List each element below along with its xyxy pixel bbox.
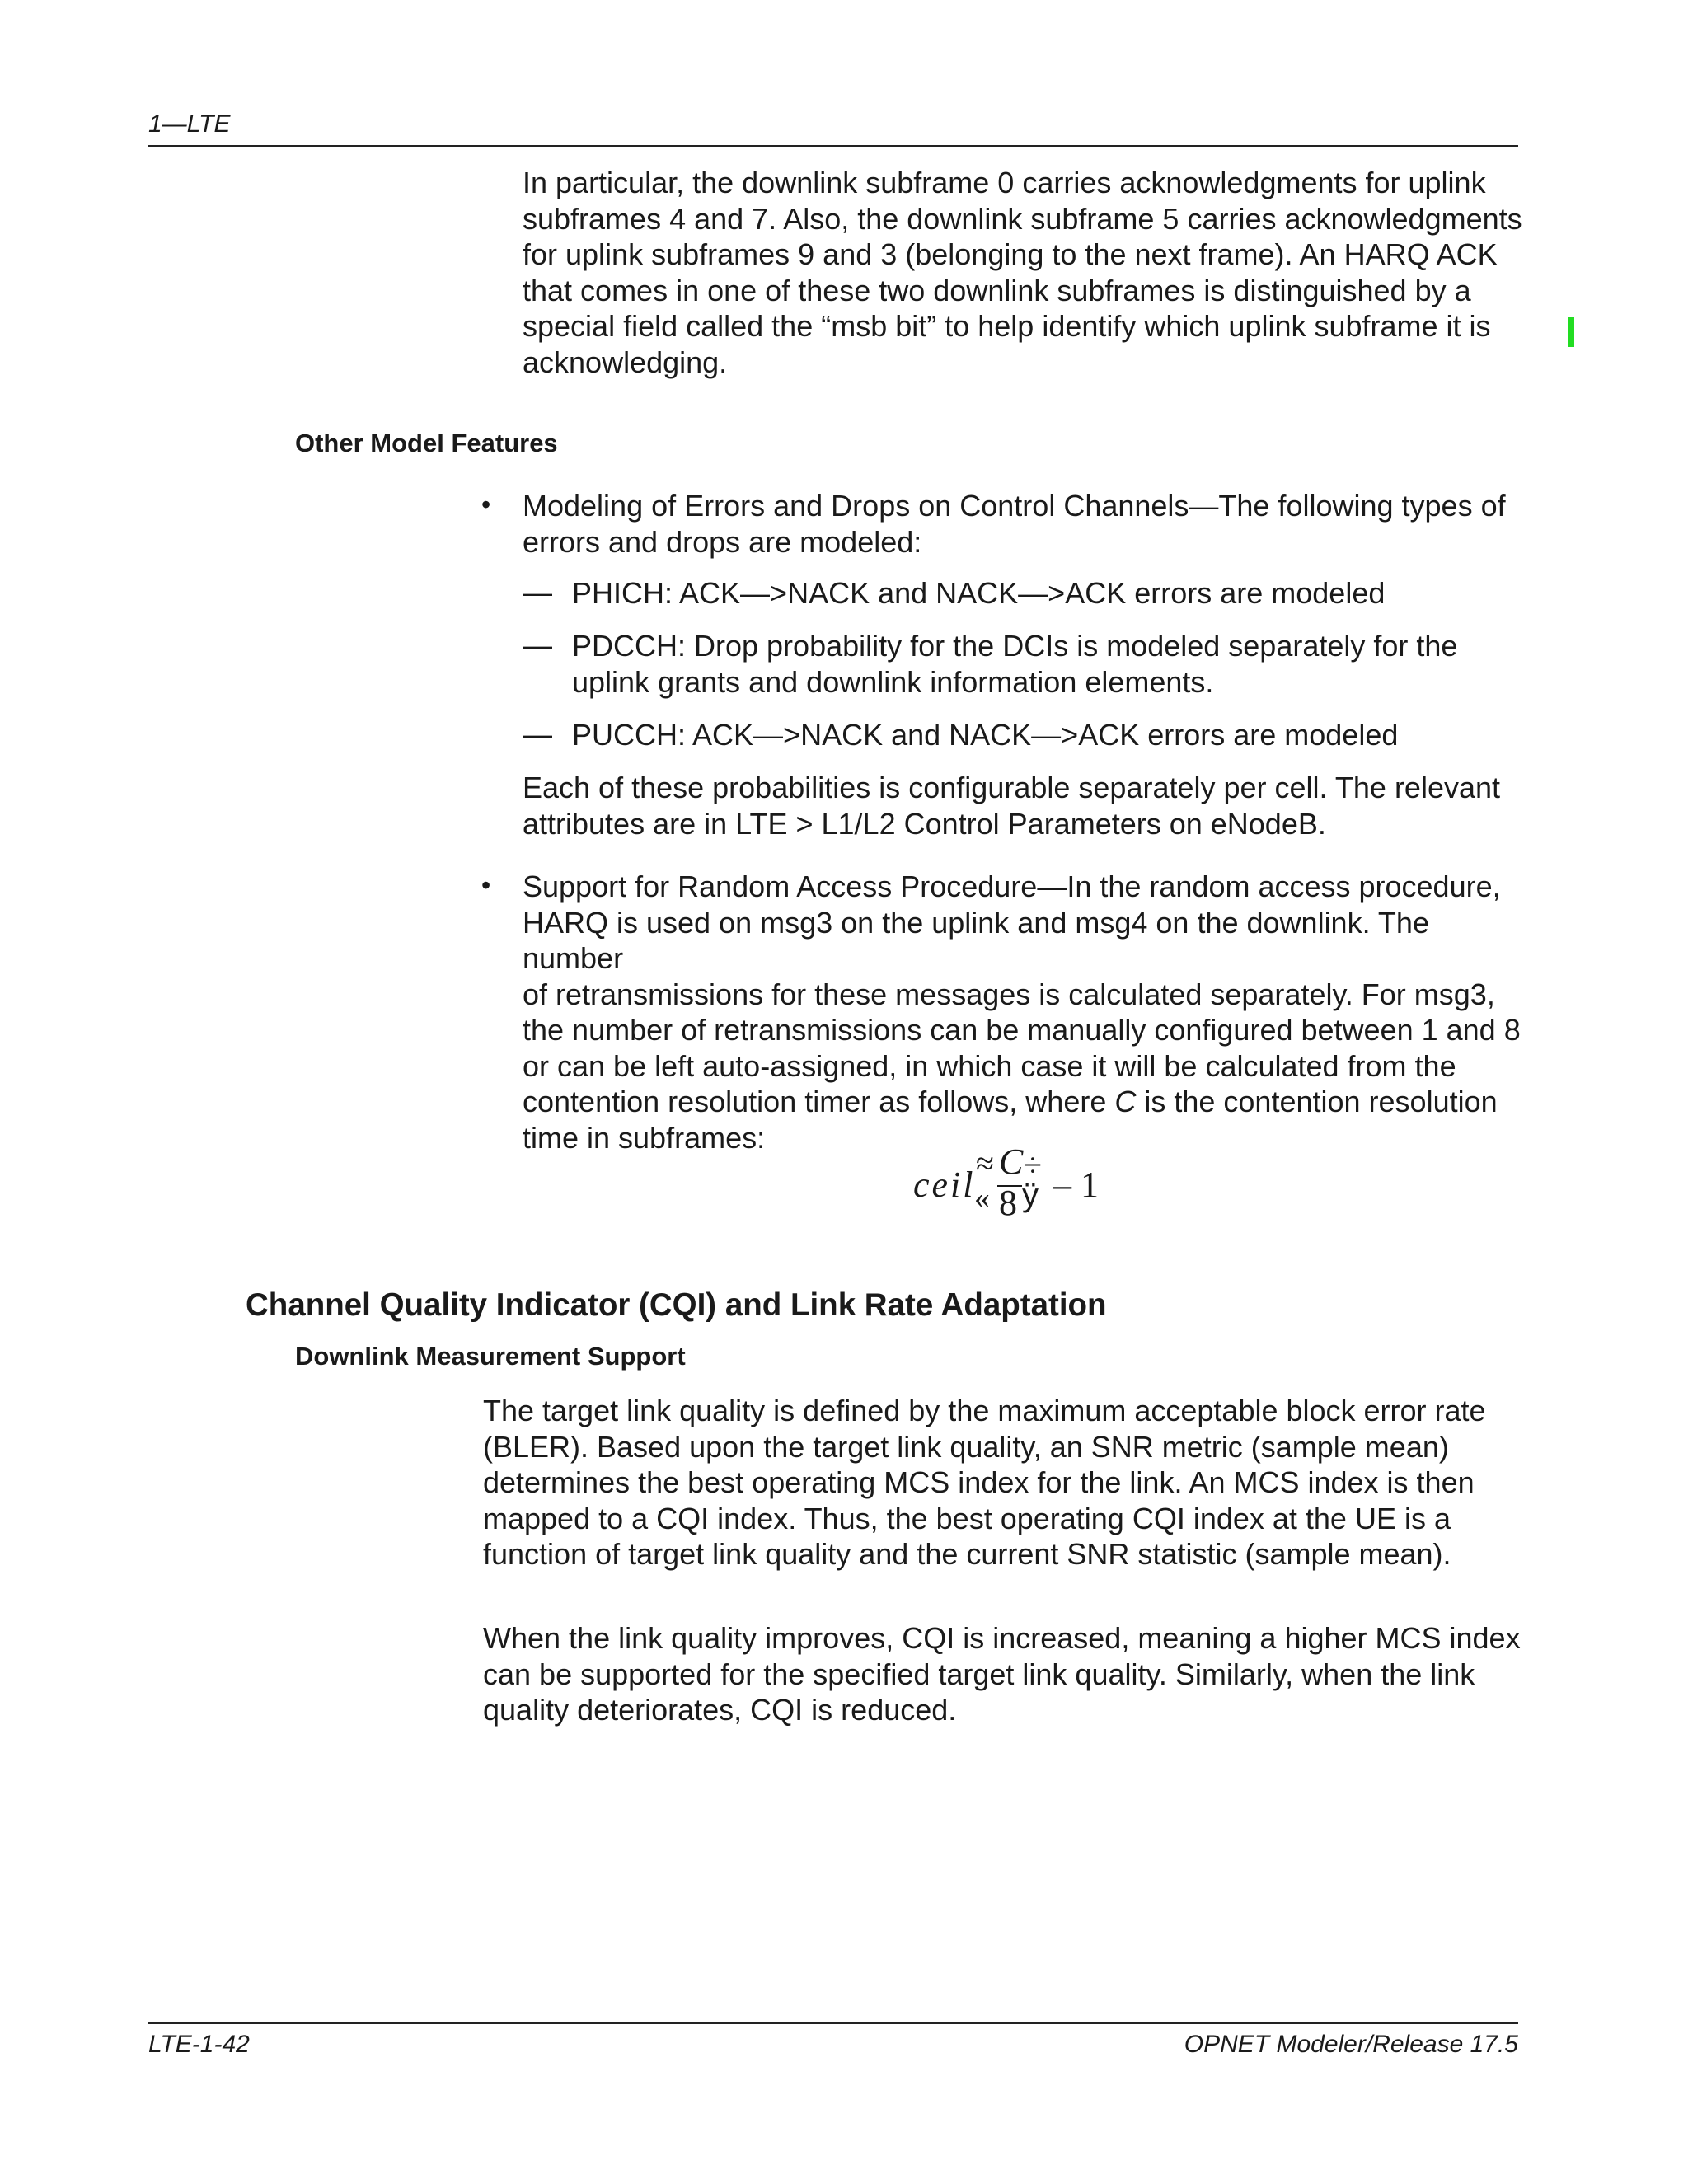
cqi-line: When the link quality improves, CQI is increased, meaning a higher MCS index [483,1621,1521,1655]
bullet2-line: time in subframes: [523,1120,766,1155]
bullet1-text [523,488,1528,560]
bullet2-line: Support for Random Access Procedure—In the random access procedure, [523,869,1501,903]
bullet2-line: the number of retransmissions can be manually configured between 1 and 8 [523,1013,1521,1047]
bullet2-text [523,869,1536,1155]
formula-bracket-tl: ≈ [976,1145,994,1182]
ceil-formula [913,1141,1111,1235]
bullet2-line: of retransmissions for these messages is calculated separately. For msg3, [523,977,1495,1011]
followup-line: attributes are in LTE > L1/L2 Control Parameters on eNodeB. [523,806,1326,841]
line-text: is the contention resolution [1136,1085,1498,1118]
revision-change-bar [1568,317,1574,347]
dash-glyph: — [523,717,552,751]
cqi-line: (BLER). Based upon the target link quality, an SNR metric (sample mean) [483,1429,1449,1464]
bullet-glyph: • [481,490,491,519]
cqi-line: The target link quality is defined by the maximum acceptable block error rate [483,1394,1486,1427]
cqi-line: function of target link quality and the current SNR statistic (sample mean). [483,1537,1451,1571]
intro-line: acknowledging. [523,344,728,379]
formula-function: ceil [913,1165,976,1205]
cqi-line: can be supported for the specified target link quality. Similarly, when the link [483,1657,1475,1691]
cqi-section-heading: Channel Quality Indicator (CQI) and Link Rate Adaptation [246,1287,1107,1323]
formula-minus-one: – 1 [1053,1165,1099,1205]
footer-page-number: LTE-1-42 [148,2031,250,2058]
subitem-line: PHICH: ACK—>NACK and NACK—>ACK errors are modeled [572,576,1386,610]
intro-line: In particular, the downlink subframe 0 carries acknowledgments for uplink [523,166,1486,199]
downlink-measurement-heading: Downlink Measurement Support [295,1342,686,1371]
bullet2-line [523,1084,1536,1120]
intro-line: special field called the “msb bit” to help identify which uplink subframe it is [523,309,1491,343]
bullet1-line: errors and drops are modeled: [523,524,922,559]
formula-numerator: C [999,1141,1024,1182]
line-text: contention resolution timer as follows, where [523,1085,1115,1118]
formula-bracket-bl: « [974,1181,990,1216]
formula-bracket-tr: ÷ [1024,1146,1042,1183]
bullet1-followup [523,770,1528,841]
bullet-glyph: • [481,870,491,900]
other-model-features-heading: Other Model Features [295,429,558,457]
subitem-line: PDCCH: Drop probability for the DCIs is modeled separately for the [572,629,1458,663]
footer-product: OPNET Modeler/Release 17.5 [1184,2031,1518,2058]
cqi-line: quality deteriorates, CQI is reduced. [483,1693,957,1727]
variable-c: C [1114,1085,1137,1118]
subitem-phich [572,575,1528,612]
running-header: 1—LTE [148,110,231,138]
cqi-line: mapped to a CQI index. Thus, the best operating CQI index at the UE is a [483,1501,1451,1535]
intro-line: that comes in one of these two downlink subframes is distinguished by a [523,273,1471,307]
intro-line: for uplink subframes 9 and 3 (belonging to the next frame). An HARQ ACK [523,237,1498,271]
subitem-line: uplink grants and downlink information elements. [572,664,1214,699]
subitem-pdcch [572,628,1528,700]
followup-line: Each of these probabilities is configurable separately per cell. The relevant [523,771,1501,804]
bullet1-line: Modeling of Errors and Drops on Control Channels—The following types of [523,489,1506,523]
cqi-paragraph-2 [483,1620,1530,1728]
subitem-line: PUCCH: ACK—>NACK and NACK—>ACK errors are modeled [572,718,1399,752]
cqi-paragraph-1 [483,1393,1530,1572]
header-rule [148,145,1518,147]
formula-bracket-br: ÿ [1022,1177,1039,1213]
dash-glyph: — [523,628,552,662]
cqi-line: determines the best operating MCS index for the link. An MCS index is then [483,1465,1475,1499]
subitem-pucch [572,717,1528,753]
intro-paragraph [523,165,1528,380]
formula-denominator: 8 [999,1183,1017,1223]
bullet2-line: or can be left auto-assigned, in which case it will be calculated from the [523,1048,1456,1083]
footer-rule [148,2022,1518,2024]
dash-glyph: — [523,575,552,609]
intro-line: subframes 4 and 7. Also, the downlink subframe 5 carries acknowledgments [523,201,1522,236]
bullet2-line: HARQ is used on msg3 on the uplink and msg4 on the downlink. The number [523,905,1429,975]
